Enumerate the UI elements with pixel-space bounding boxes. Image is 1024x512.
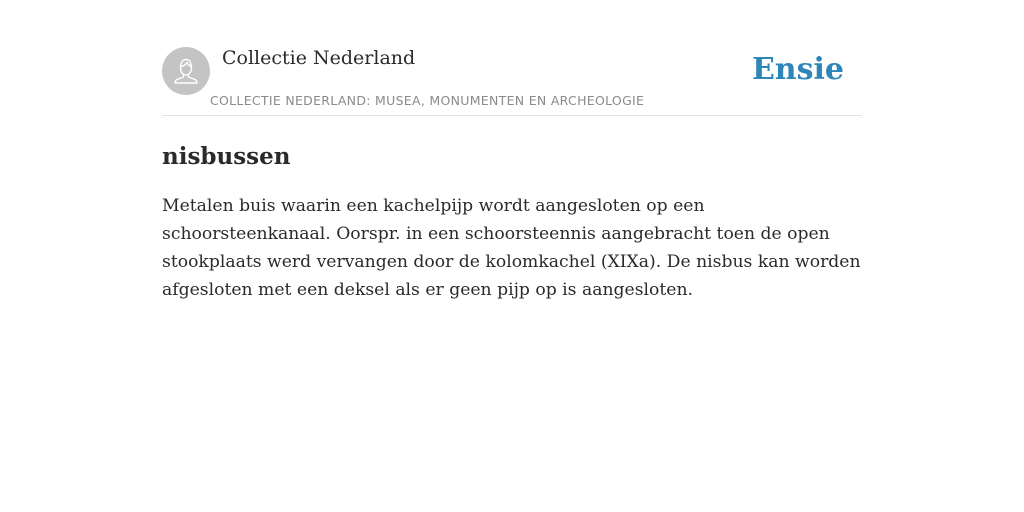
author-avatar[interactable] [162,47,210,95]
ensie-logo[interactable]: Ensie [751,52,844,87]
author-name[interactable]: Collectie Nederland [222,47,416,69]
entry-definition: Metalen buis waarin een kachelpijp wordt aangesloten op een schoorsteenkanaal. Oorspr. in een schoorsteennis aangebracht toen de open stookplaats werd vervangen door de kolomkachel (XIXa). De nisbus kan worden afgesloten met een deksel als er geen pijp op is aangesloten. [162,196,861,300]
user-icon [171,56,201,86]
source-label[interactable]: COLLECTIE NEDERLAND: MUSEA, MONUMENTEN EN ARCHEOLOGIE [210,93,645,108]
entry-term: nisbussen [162,143,291,170]
entry-card [162,46,862,304]
entry-header [162,46,862,116]
